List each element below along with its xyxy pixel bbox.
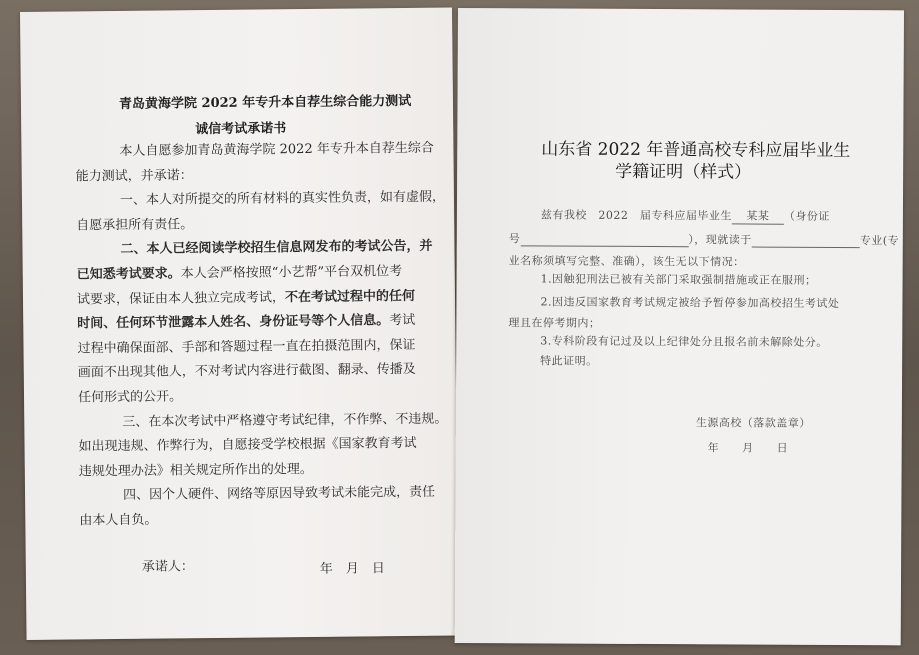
pledge-text: 三、在本次考试中严格遵守考试纪律，不作弊、不违规。 [122,411,448,430]
pledge-line [120,185,445,213]
id-label: （身份证 [783,209,830,223]
major-label: 专业(专 [859,234,900,248]
pledge-text: 违规处理办法》相关规定所作出的处理。 [78,461,313,480]
enrolled-text: ），现就读于 [688,233,752,247]
pledge-line [123,480,435,508]
pledge-line [78,357,416,386]
id-number-blank [520,232,688,247]
certificate-title-line2: 学籍证明（样式） [615,161,752,183]
pledge-text: 四、因个人硬件、网络等原因导致考试未能完成，责任 [122,485,436,504]
pledge-text: 自愿承担所有责任。 [76,216,194,234]
pledge-line [76,163,193,189]
enrollment-certificate [455,8,904,645]
pledge-text: 考试 [389,313,416,329]
certificate-date: 年 月 日 [707,441,789,455]
issuer-label: 生源高校（落款盖章） [695,416,811,430]
pledge-document [20,7,459,639]
pledge-line [79,457,313,484]
pledge-text: 试要求，保证由本人独立完成考试， [76,289,286,308]
pledge-line [76,212,193,238]
pledge-bold-text: 二、本人已经阅读学校招生信息网发布的考试公告，并 [120,239,433,258]
pledge-line [78,384,182,410]
pledge-text: 由本人自负。 [79,512,158,529]
condition-item-2a: 2.因违反国家教育考试规定被给予暂停参加高校招生考试处 [540,295,840,311]
certificate-line-1 [541,206,830,225]
condition-item-3: 3.专科阶段有记过及以上纪律处分且报名前未解除处分。 [540,334,828,349]
certificate-line-3: 业名称须填写完整、准确），该生无以下情况： [508,254,745,269]
certificate-line-2 [509,230,899,248]
condition-item-1: 1.因触犯刑法已被有关部门采取强制措施或正在服刑； [540,272,817,287]
pledge-text: 本人自愿参加青岛黄海学院 2022 年专升本自荐生综合 [119,140,434,159]
pledge-line [79,508,157,534]
intro-text: 兹有我校 2022 届专科应届毕业生 [540,208,732,223]
pledge-text: 本人会严格按照“小艺帮”平台双机位考 [180,264,403,282]
pledge-bold-text: 时间、任何环节泄露本人姓名、身份证号等个人信息。 [77,313,390,332]
student-name: 某某 [732,207,784,224]
id-prefix: 号 [508,232,521,246]
signer-label: 承诺人： [141,559,194,575]
pledge-title-line1: 青岛黄海学院 2022 年专升本自荐生综合能力测试 [118,93,412,112]
pledge-text: 能力测试，并承诺： [75,167,193,185]
pledge-bold-text: 已知悉考试要求。 [76,266,181,283]
pledge-text: 过程中确保面部、手部和答题过程一直在拍摄范围内，保证 [77,337,416,357]
major-blank [752,234,860,249]
pledge-line [78,431,416,460]
pledge-line [119,136,434,164]
pledge-date: 年 月 日 [319,561,385,577]
pledge-text: 一、本人对所提交的所有材料的真实性负责，如有虚假， [119,189,446,209]
pledge-bold-text: 不在考试过程中的任何 [284,288,416,305]
pledge-text: 任何形式的公开。 [77,389,183,406]
certificate-title-line1: 山东省 2022 年普通高校专科应届毕业生 [541,139,851,162]
pledge-text: 如出现违规、作弊行为，自愿接受学校根据《国家教育考试 [78,436,417,455]
condition-item-2b: 理且在停考期内； [508,316,601,330]
pledge-line [120,234,432,262]
closing-text: 特此证明。 [540,354,598,368]
pledge-title-line2: 诚信考试承诺书 [195,121,287,138]
pledge-text: 画面不出现其他人，不对考试内容进行截图、翻录、传播及 [77,362,416,381]
